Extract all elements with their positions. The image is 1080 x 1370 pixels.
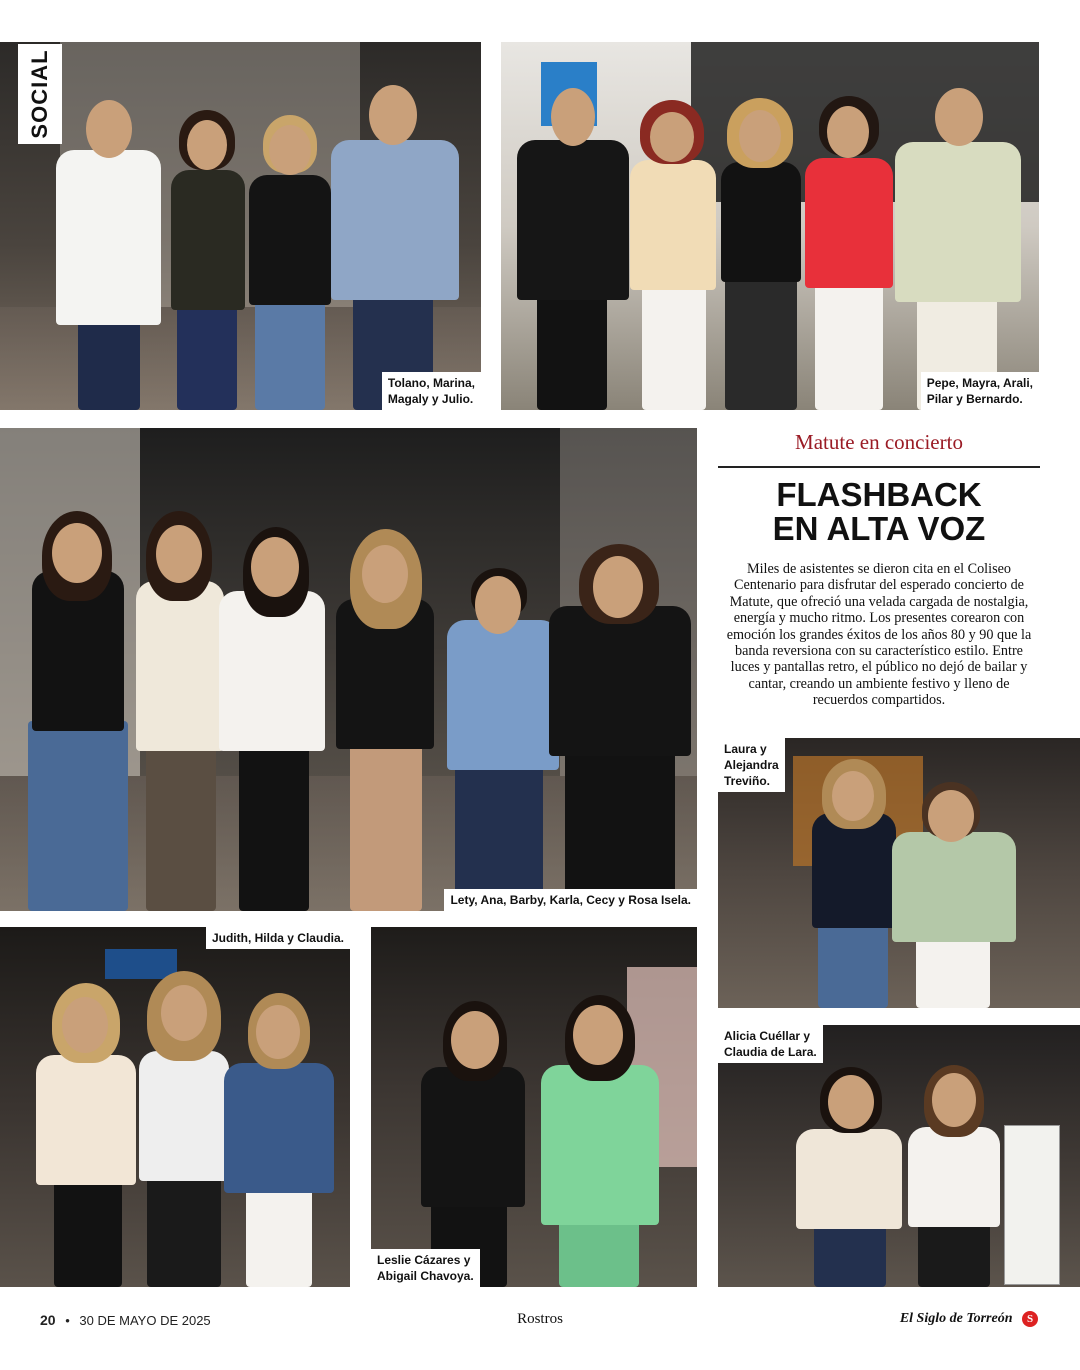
- headline-line-2: EN ALTA VOZ: [772, 510, 986, 547]
- issue-date: 30 DE MAYO DE 2025: [79, 1313, 211, 1328]
- photo-judith-hilda-claudia: [0, 927, 350, 1287]
- footer-separator: •: [65, 1313, 70, 1328]
- section-label-text: SOCIAL: [27, 49, 52, 139]
- accent-sign: [1004, 1125, 1060, 1285]
- photo-lety-ana-barby-karla-cecy-rosa: [0, 428, 697, 911]
- publication-title: El Siglo de Torreón: [899, 1311, 1013, 1327]
- article-headline: [718, 478, 1040, 546]
- photo-caption: Lety, Ana, Barby, Karla, Cecy y Rosa Isela.: [444, 889, 697, 911]
- article-kicker: Matute en concierto: [795, 430, 963, 454]
- kicker-divider: [718, 466, 1040, 468]
- page-footer: [0, 1300, 1080, 1340]
- photo-caption: Laura y Alejandra Treviño.: [718, 738, 785, 792]
- section-label: [18, 44, 62, 144]
- photo-caption: Leslie Cázares y Abigail Chavoya.: [371, 1249, 480, 1287]
- photo-laura-alejandra-trevino: [718, 738, 1080, 1008]
- publication-logo-icon: S: [1022, 1311, 1038, 1327]
- article-body: Miles de asistentes se dieron cita en el Coliseo Centenario para disfrutar del esperado concierto de Matute, que ofreció una velada cargada de nostalgia, energía y mucho ritmo. Los presentes corearon con emoción los grandes éxitos de los años 80 y 90 que la banda reversiona con su característico estilo. Entre luces y pantallas retro, el público no dejó de bailar y cantar, creando un ambiente festivo y lleno de recuerdos compartidos.: [726, 561, 1032, 709]
- page-number: 20: [40, 1312, 56, 1328]
- headline-line-1: FLASHBACK: [776, 476, 982, 513]
- photo-caption: Alicia Cuéllar y Claudia de Lara.: [718, 1025, 823, 1063]
- photo-caption: Judith, Hilda y Claudia.: [206, 927, 350, 949]
- photo-caption: Pepe, Mayra, Arali, Pilar y Bernardo.: [921, 372, 1039, 410]
- photo-leslie-cazares-abigail-chavoya: [371, 927, 697, 1287]
- photo-pepe-mayra-arali-pilar-bernardo: [501, 42, 1039, 410]
- section-name: Rostros: [517, 1311, 563, 1327]
- photo-caption: Tolano, Marina, Magaly y Julio.: [382, 372, 481, 410]
- photo-tolano-marina-magaly-julio: [0, 42, 481, 410]
- publication-name: [900, 1311, 1038, 1327]
- photo-alicia-cuellar-claudia-de-lara: [718, 1025, 1080, 1287]
